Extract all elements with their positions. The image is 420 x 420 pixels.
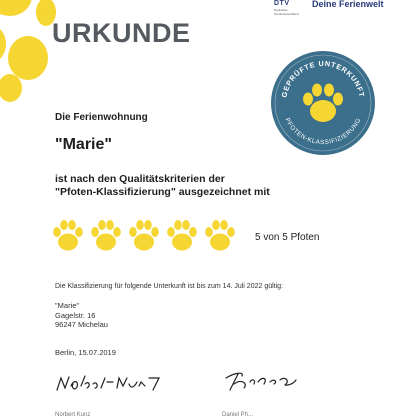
dtv-logo-subtext: Deutscher Tourismusverband bbox=[274, 8, 299, 16]
dtv-logo bbox=[266, 0, 302, 20]
certificate-title: URKUNDE bbox=[52, 18, 191, 48]
address-line-city: 96247 Michelau bbox=[55, 320, 108, 329]
header-logos bbox=[260, 0, 420, 22]
paw-icon bbox=[205, 220, 235, 251]
signature-left bbox=[55, 372, 165, 394]
address-line-street: Gagelstr. 16 bbox=[55, 310, 96, 320]
seal-bottom-text: PFOTEN-KLASSIFIZIERUNG bbox=[283, 116, 363, 147]
signer-right-name: Daniel Ph... bbox=[222, 412, 254, 418]
brand-logo-text: Deine Ferienwelt bbox=[312, 0, 384, 9]
criteria-line-1: ist nach den Qualitätskriterien der bbox=[55, 173, 225, 185]
dtv-logo-text: DTV bbox=[274, 0, 290, 7]
signature-right bbox=[222, 368, 302, 394]
seal-top-text: GEPRÜFTE UNTERKUNFT bbox=[279, 58, 367, 99]
paw-icon bbox=[167, 220, 197, 251]
validity-text: Die Klassifizierung für folgende Unterkunft ist bis zum 14. Juli 2022 gültig: bbox=[55, 283, 284, 290]
address-line-name: "Marie" bbox=[55, 301, 80, 310]
address-block bbox=[55, 301, 108, 330]
criteria-line-2: "Pfoten-Klassifizierung" ausgezeichnet mit bbox=[55, 186, 270, 198]
paw-icon bbox=[53, 220, 83, 251]
corner-paw-decoration bbox=[0, 0, 70, 110]
paw-icon bbox=[129, 220, 159, 251]
paw-icon bbox=[91, 220, 121, 251]
paw-rating bbox=[50, 220, 240, 256]
rating-text: 5 von 5 Pfoten bbox=[255, 232, 320, 243]
place-date: Berlin, 15.07.2019 bbox=[55, 348, 116, 357]
criteria-text bbox=[55, 173, 270, 199]
property-name: "Marie" bbox=[55, 136, 112, 153]
certified-seal bbox=[268, 48, 378, 158]
signer-left-name: Norbert Kunz bbox=[55, 412, 91, 418]
intro-text: Die Ferienwohnung bbox=[55, 112, 148, 123]
